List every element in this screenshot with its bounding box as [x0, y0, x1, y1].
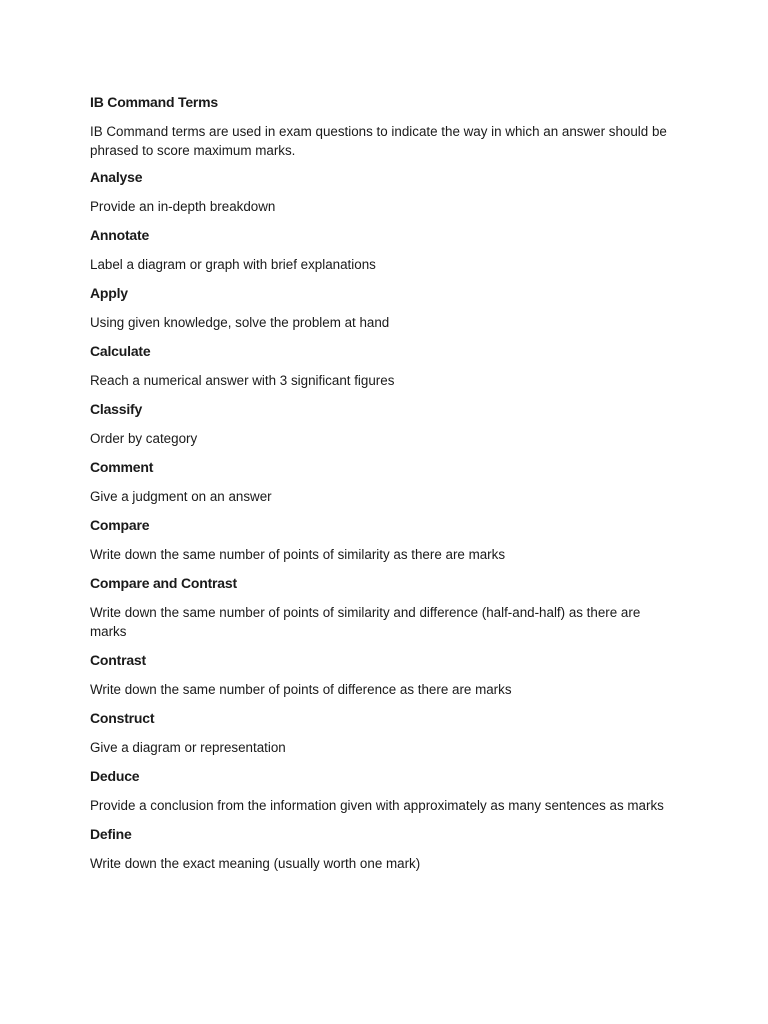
term-name: Analyse [90, 169, 143, 185]
term-name: Comment [90, 459, 154, 475]
term-compare [90, 516, 680, 564]
term-contrast [90, 651, 680, 699]
document-page [90, 93, 680, 883]
term-comment [90, 458, 680, 506]
term-annotate [90, 226, 680, 274]
document-title: IB Command Terms [90, 94, 219, 110]
term-analyse [90, 168, 680, 216]
term-name: Deduce [90, 768, 140, 784]
term-name: Compare [90, 517, 150, 533]
term-name: Contrast [90, 652, 146, 668]
term-name: Classify [90, 401, 143, 417]
term-definition: Write down the same number of points of similarity and difference (half-and-half) as there are marks [90, 605, 641, 639]
term-definition: Label a diagram or graph with brief explanations [90, 257, 376, 272]
term-name: Annotate [90, 227, 150, 243]
term-definition: Give a judgment on an answer [90, 489, 272, 504]
term-definition: Reach a numerical answer with 3 significant figures [90, 373, 395, 388]
document-intro: IB Command terms are used in exam questions to indicate the way in which an answer should be phrased to score maximum marks. [90, 124, 667, 158]
term-deduce [90, 767, 680, 815]
term-name: Compare and Contrast [90, 575, 237, 591]
term-definition: Provide a conclusion from the information given with approximately as many sentences as marks [90, 798, 664, 813]
term-name: Calculate [90, 343, 151, 359]
term-definition: Write down the same number of points of similarity as there are marks [90, 547, 506, 562]
term-apply [90, 284, 680, 332]
term-name: Construct [90, 710, 155, 726]
term-definition: Write down the same number of points of difference as there are marks [90, 682, 512, 697]
term-definition: Provide an in-depth breakdown [90, 199, 276, 214]
term-classify [90, 400, 680, 448]
term-definition: Write down the exact meaning (usually worth one mark) [90, 856, 421, 871]
term-definition: Using given knowledge, solve the problem at hand [90, 315, 390, 330]
term-construct [90, 709, 680, 757]
term-define [90, 825, 680, 873]
term-calculate [90, 342, 680, 390]
term-compare-and-contrast [90, 574, 680, 641]
term-name: Apply [90, 285, 128, 301]
term-name: Define [90, 826, 132, 842]
term-definition: Order by category [90, 431, 198, 446]
term-definition: Give a diagram or representation [90, 740, 286, 755]
